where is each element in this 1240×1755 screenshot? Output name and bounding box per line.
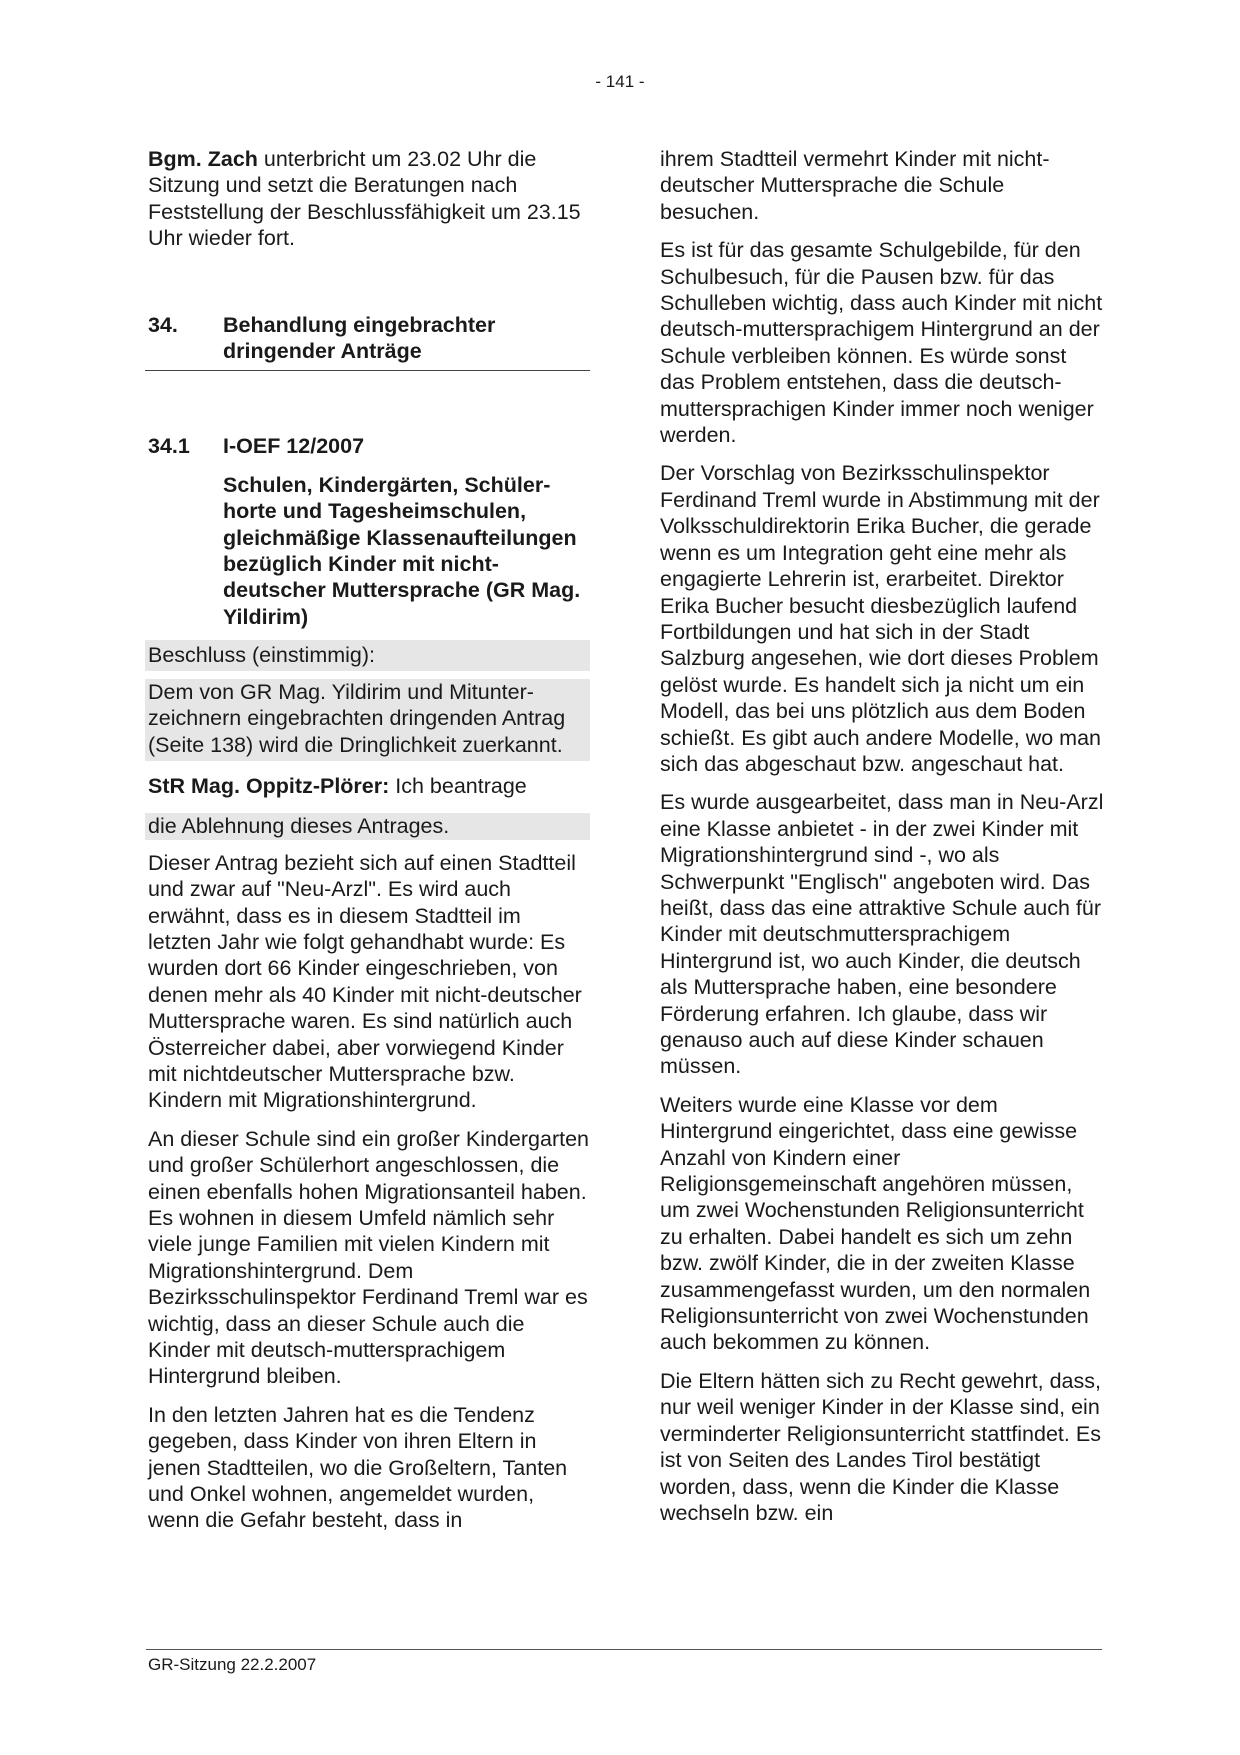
- right-column: [660, 146, 1105, 1538]
- left-column: [148, 146, 590, 1546]
- section-heading-34: [145, 312, 590, 372]
- section-number: 34.: [148, 312, 178, 337]
- paragraph: Die Eltern hätten sich zu Recht gewehrt, dass, nur weil weniger Kinder in der Klasse sind, ein verminderter Religionsunterricht stattfindet. Es ist von Seiten des Landes Tirol bestätigt worden, dass, wenn die Kinder die Klasse wechseln bzw. ein: [660, 1368, 1101, 1525]
- paragraph: ihrem Stadtteil vermehrt Kinder mit nichtdeutscher Muttersprache die Schule besuchen.: [660, 147, 1050, 224]
- speaker-name: StR Mag. Oppitz-Plörer:: [148, 773, 390, 798]
- speaker-name: Bgm. Zach: [148, 147, 258, 171]
- paragraph: Der Vorschlag von Bezirksschulinspektor Ferdinand Treml wurde in Abstimmung mit der Volksschuldirektorin Erika Bucher, die gerade wenn es um Integration geht eine mehr als engagierte Lehrerin ist, erarbeitet. Direktor Erika Bucher besucht diesbezüglich laufend Fortbildungen und hat sich in der Stadt Salzburg angesehen, wie dort dieses Problem gelöst wurde. Es handelt sich ja nicht um ein Modell, das bei uns plötzlich aus dem Boden schießt. Es gibt auch andere Modelle, wo man sich das abgeschaut bzw. angeschaut hat.: [660, 461, 1101, 776]
- motion-request: die Ablehnung dieses Antrages.: [145, 813, 590, 839]
- section-title: I-OEF 12/2007: [223, 434, 365, 459]
- paragraph: Weiters wurde eine Klasse vor dem Hintergrund eingerichtet, dass eine gewisse Anzahl von Kindern einer Religionsgemeinschaft angehören müssen, um zwei Wochenstunden Religionsunterricht zu erhalten. Dabei handelt es sich um zehn bzw. zwölf Kinder, die in der zweiten Klasse zusammengefasst wurden, um den normalen Religionsunterricht von zwei Wochenstunden auch bekommen zu können.: [660, 1092, 1091, 1355]
- footer-divider: [146, 1649, 1102, 1650]
- interruption-paragraph: [148, 146, 590, 252]
- paragraph: Es wurde ausgearbeitet, dass man in Neu-Arzl eine Klasse anbietet - in der zwei Kinder mit Migrationshintergrund sind -, wo als Schwerpunkt "Englisch" angeboten wird. Das heißt, dass das eine attraktive Schule auch für Kinder mit deutschmuttersprachigem Hintergrund ist, wo auch Kinder, die deutsch als Muttersprache haben, eine besondere Förderung erfahren. Ich glaube, dass wir genauso auch auf diese Kinder schauen müssen.: [660, 790, 1104, 1079]
- paragraph: Es ist für das gesamte Schulgebilde, für den Schulbesuch, für die Pausen bzw. für das Schulleben wichtig, dass auch Kinder mit nicht deutsch-muttersprachigem Hintergrund an der Schule verbleiben können. Es würde sonst das Problem entstehen, dass die deutsch-muttersprachigen Kinder immer noch weniger werden.: [660, 238, 1103, 448]
- paragraph-text: unterbricht um 23.02 Uhr die Sitzung und setzt die Beratungen nach Feststellung der Beschlussfähigkeit um 23.15 Uhr wieder fort.: [148, 147, 581, 251]
- footer-session-date: GR-Sitzung 22.2.2007: [148, 1655, 317, 1674]
- speaker-paragraph: [148, 773, 590, 799]
- paragraph: Dieser Antrag bezieht sich auf einen Stadtteil und zwar auf "Neu-Arzl". Es wird auch erwähnt, dass es in diesem Stadtteil im letzten Jahr wie folgt gehandhabt wurde: Es wurden dort 66 Kinder eingeschrieben, von denen mehr als 40 Kinder mit nicht-deutscher Muttersprache waren. Es sind natürlich auch Österreicher dabei, aber vorwiegend Kinder mit nichtdeutscher Muttersprache bzw. Kindern mit Migrationshintergrund.: [148, 850, 582, 1113]
- resolution-label: Beschluss (einstimmig):: [145, 640, 590, 670]
- section-title: Behandlung eingebrachter dringender Anträge: [223, 312, 496, 364]
- resolution-text: Dem von GR Mag. Yildirim und Mitunterzeichnern eingebrachten dringenden Antrag (Seite 138) wird die Dringlichkeit zuerkannt.: [145, 679, 590, 761]
- section-number: 34.1: [148, 434, 190, 459]
- section-heading-34-1: [148, 433, 590, 459]
- page-number: - 141 -: [595, 72, 645, 91]
- paragraph: In den letzten Jahren hat es die Tendenz gegeben, dass Kinder von ihren Eltern in jenen Stadtteilen, wo die Großeltern, Tanten und Onkel wohnen, angemeldet wurden, wenn die Gefahr besteht, dass in: [148, 1402, 568, 1533]
- motion-subject: Schulen, Kindergärten, Schülerhorte und Tagesheimschulen, gleichmäßige Klassenaufteilungen bezüglich Kinder mit nichtdeutscher Muttersprache (GR Mag. Yildirim): [223, 472, 581, 629]
- paragraph-text: Ich beantrage: [389, 773, 527, 798]
- paragraph: An dieser Schule sind ein großer Kindergarten und großer Schülerhort angeschlossen, die einen ebenfalls hohen Migrationsanteil haben. Es wohnen in diesem Umfeld nämlich sehr viele junge Familien mit vielen Kindern mit Migrationshintergrund. Dem Bezirksschulinspektor Ferdinand Treml war es wichtig, dass an dieser Schule auch die Kinder mit deutsch-muttersprachigem Hintergrund bleiben.: [148, 1126, 590, 1389]
